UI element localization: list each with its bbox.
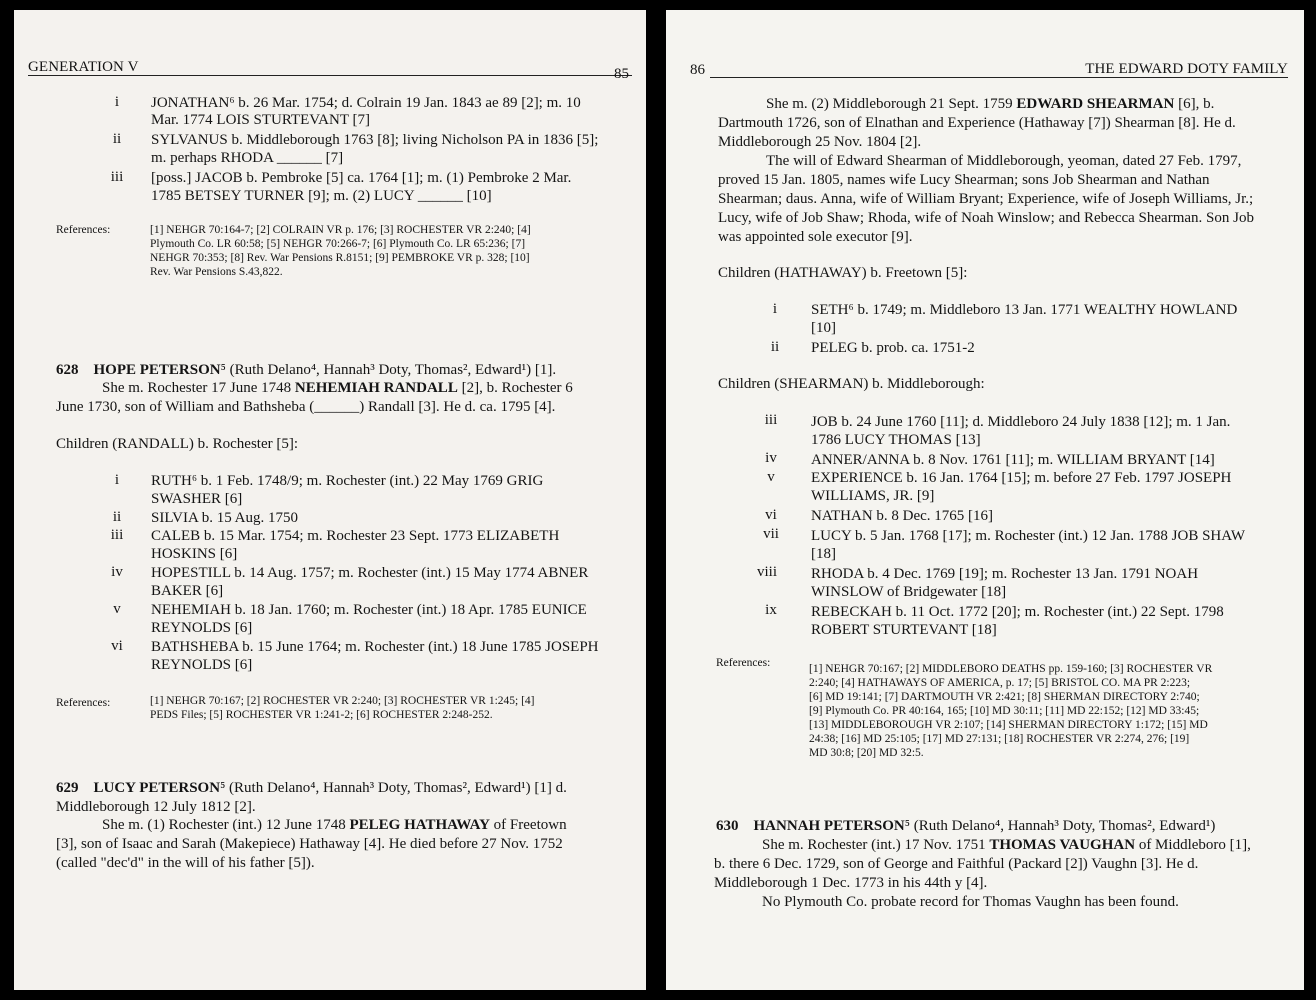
reference-line: [6] MD 19:141; [7] DARTMOUTH VR 2:421; [8] SHERMAN DIRECTORY 2:740; [809,691,1200,703]
page-number: 86 [690,62,705,78]
entry-line: Mar. 1774 LOIS STURTEVANT [7] [151,112,370,128]
child-line: EXPERIENCE b. 16 Jan. 1764 [15]; m. before 27 Feb. 1797 JOSEPH [811,470,1232,486]
person-name: HANNAH PETERSON [753,818,905,834]
lineage: ⁵ (Ruth Delano⁴, Hannah³ Doty, Thomas², Edward¹) [1] d. [220,780,567,796]
spouse-name: EDWARD SHEARMAN [1016,96,1175,112]
child-line: NATHAN b. 8 Dec. 1765 [16] [811,508,994,524]
reference-line: Plymouth Co. LR 60:58; [5] NEHGR 70:266-7; [6] Plymouth Co. LR 65:236; [7] [150,238,526,250]
children-heading: Children (SHEARMAN) b. Middleborough: [718,376,985,392]
marriage-text: of Freetown [489,817,567,833]
child-line: REYNOLDS [6] [151,657,253,673]
child-line: WILLIAMS, JR. [9] [811,488,935,504]
spouse-name: PELEG HATHAWAY [349,817,490,833]
will-line: proved 15 Jan. 1805, names wife Lucy Shearman; sons Job Shearman and Nathan [718,172,1210,188]
marriage-text: She m. (1) Rochester (int.) 12 June 1748 [102,817,350,833]
child-line: HOSKINS [6] [151,546,238,562]
entry-number: 630 [716,818,739,834]
references-label: References: [716,657,771,669]
child-line: JOB b. 24 June 1760 [11]; d. Middleboro 24 July 1838 [12]; m. 1 Jan. [811,414,1231,430]
child-line: [18] [811,546,836,562]
roman-numeral: iv [765,450,777,466]
roman-numeral: iii [764,412,778,428]
roman-numeral: iv [111,564,123,580]
roman-numeral: v [113,601,121,617]
reference-line: 2:240; [4] HATHAWAYS OF AMERICA, p. 17; [5] BRISTOL CO. MA PR 2:223; [809,677,1191,689]
roman-numeral: i [114,94,120,110]
roman-numeral: i [114,472,120,488]
will-line: The will of Edward Shearman of Middleborough, yeoman, dated 27 Feb. 1797, [766,153,1242,169]
lineage: ⁵ (Ruth Delano⁴, Hannah³ Doty, Thomas², Edward¹) [1]. [220,362,557,378]
entry-line: [poss.] JACOB b. Pembroke [5] ca. 1764 [1]; m. (1) Pembroke 2 Mar. [151,170,572,186]
person-name: LUCY PETERSON [93,780,221,796]
entry-number: 629 [56,780,79,796]
entry-line: No Plymouth Co. probate record for Thomas Vaughn has been found. [762,894,1179,910]
header-title: THE EDWARD DOTY FAMILY [1085,61,1288,77]
entry-line: 1785 BETSEY TURNER [9]; m. (2) LUCY ______ [10] [151,188,492,204]
child-line: SWASHER [6] [151,491,243,507]
child-line: BAKER [6] [151,583,224,599]
entry-line: b. there 6 Dec. 1729, son of George and Faithful (Packard [2]) Vaughn [3]. He d. [714,856,1199,872]
marriage-line [762,837,1251,854]
roman-numeral: vi [765,507,777,523]
child-line: REBECKAH b. 11 Oct. 1772 [20]; m. Rochester (int.) 22 Sept. 1798 [811,604,1224,620]
child-line: LUCY b. 5 Jan. 1768 [17]; m. Rochester (int.) 12 Jan. 1788 JOB SHAW [811,528,1246,544]
roman-numeral: vi [111,638,123,654]
page-number: 85 [614,66,629,82]
marriage-text: of Middleboro [1], [1135,837,1251,853]
entry-line: Dartmouth 1726, son of Elnathan and Experience (Hathaway [7]) Shearman [8]. He d. [718,115,1236,131]
marriage-line [102,380,573,397]
entry-628-heading [56,362,556,379]
spouse-name: THOMAS VAUGHAN [989,837,1136,853]
reference-line: PEDS Files; [5] ROCHESTER VR 1:241-2; [6] ROCHESTER 2:248-252. [150,709,493,721]
will-line: Shearman; daus. Anna, wife of William Bryant; Experience, wife of Joseph Williams, Jr.; [718,191,1254,207]
child-line: RUTH⁶ b. 1 Feb. 1748/9; m. Rochester (int.) 22 May 1769 GRIG [151,473,544,489]
entry-line: JONATHAN⁶ b. 26 Mar. 1754; d. Colrain 19 Jan. 1843 ae 89 [2]; m. 10 [151,95,581,111]
entry-number: 628 [56,362,79,378]
roman-numeral: ii [112,509,122,525]
children-heading: Children (RANDALL) b. Rochester [5]: [56,436,299,452]
entry-line: SYLVANUS b. Middleborough 1763 [8]; living Nicholson PA in 1836 [5]; [151,132,599,148]
marriage-text: She m. Rochester 17 June 1748 [102,380,295,396]
entry-629-heading [56,780,567,797]
marriage-line [102,817,567,834]
entry-line: m. perhaps RHODA ______ [7] [151,150,344,166]
entry-line: [3], son of Isaac and Sarah (Makepiece) Hathaway [4]. He died before 27 Nov. 1752 [56,836,563,852]
child-line: SILVIA b. 15 Aug. 1750 [151,510,298,526]
roman-numeral: ix [765,602,777,618]
reference-line: [1] NEHGR 70:167; [2] MIDDLEBORO DEATHS pp. 159-160; [3] ROCHESTER VR [809,663,1213,675]
references-label: References: [56,697,111,709]
child-line: NEHEMIAH b. 18 Jan. 1760; m. Rochester (int.) 18 Apr. 1785 EUNICE [151,602,587,618]
entry-line: June 1730, son of William and Bathsheba (______) Randall [3]. He d. ca. 1795 [4]. [56,399,556,415]
child-line: BATHSHEBA b. 15 June 1764; m. Rochester (int.) 18 June 1785 JOSEPH [151,639,599,655]
child-line: ANNER/ANNA b. 8 Nov. 1761 [11]; m. WILLIAM BRYANT [14] [811,452,1215,468]
reference-line: [1] NEHGR 70:167; [2] ROCHESTER VR 2:240; [3] ROCHESTER VR 1:245; [4] [150,695,535,707]
person-name: HOPE PETERSON [93,362,221,378]
header-title: GENERATION V [28,59,139,75]
entry-line: Middleborough 25 Nov. 1804 [2]. [718,134,922,150]
spouse-name: NEHEMIAH RANDALL [294,380,458,396]
children-heading: Children (HATHAWAY) b. Freetown [5]: [718,265,968,281]
roman-numeral: vii [763,526,779,542]
marriage-text: [2], b. Rochester 6 [457,380,573,396]
lineage: ⁵ (Ruth Delano⁴, Hannah³ Doty, Thomas², Edward¹) [904,818,1216,834]
reference-line: Rev. War Pensions S.43,822. [150,266,283,278]
running-header [28,59,632,76]
entry-630-heading [716,818,1215,835]
entry-line: Middleborough 1 Dec. 1773 in his 44th y [4]. [714,875,988,891]
child-line: REYNOLDS [6] [151,620,253,636]
reference-line: 24:38; [16] MD 25:105; [17] MD 27:131; [18] ROCHESTER VR 2:274, 276; [19] [809,733,1190,745]
child-line: ROBERT STURTEVANT [18] [811,622,997,638]
child-line: HOPESTILL b. 14 Aug. 1757; m. Rochester (int.) 15 May 1774 ABNER [151,565,589,581]
child-line: SETH⁶ b. 1749; m. Middleboro 13 Jan. 1771 WEALTHY HOWLAND [811,302,1238,318]
reference-line: [1] NEHGR 70:164-7; [2] COLRAIN VR p. 176; [3] ROCHESTER VR 2:240; [4] [150,224,531,236]
child-line: RHODA b. 4 Dec. 1769 [19]; m. Rochester 13 Jan. 1791 NOAH [811,566,1199,582]
will-line: was appointed sole executor [9]. [718,229,913,245]
references-label: References: [56,224,111,236]
roman-numeral: ii [112,131,122,147]
reference-line: [9] Plymouth Co. PR 40:164, 165; [10] MD 30:11; [11] MD 22:152; [12] MD 33:45; [809,705,1200,717]
roman-numeral: iii [110,527,124,543]
roman-numeral: v [767,469,775,485]
roman-numeral: ii [770,339,780,355]
reference-line: [13] MIDDLEBOROUGH VR 2:107; [14] SHERMAN DIRECTORY 1:172; [15] MD [809,719,1208,731]
left-page [14,10,646,990]
entry-line: Middleborough 12 July 1812 [2]. [56,799,256,815]
roman-numeral: i [772,301,778,317]
child-line: [10] [811,320,836,336]
right-page [666,10,1304,990]
marriage-text: [6], b. [1174,96,1215,112]
entry-line: (called "dec'd" in the will of his father [5]). [56,855,315,871]
will-line: Lucy, wife of Job Shaw; Rhoda, wife of Noah Winslow; and Rebecca Shearman. Son Job [718,210,1254,226]
child-line: PELEG b. prob. ca. 1751-2 [811,340,975,356]
child-line: WINSLOW of Bridgewater [18] [811,584,1007,600]
reference-line: MD 30:8; [20] MD 32:5. [809,747,924,759]
reference-line: NEHGR 70:353; [8] Rev. War Pensions R.8151; [9] PEMBROKE VR p. 328; [10] [150,252,530,264]
child-line: CALEB b. 15 Mar. 1754; m. Rochester 23 Sept. 1773 ELIZABETH [151,528,560,544]
child-line: 1786 LUCY THOMAS [13] [811,432,981,448]
marriage-text: She m. (2) Middleborough 21 Sept. 1759 [766,96,1017,112]
marriage-text: She m. Rochester (int.) 17 Nov. 1751 [762,837,990,853]
running-header [710,61,1288,78]
roman-numeral: viii [756,564,777,580]
marriage-line [766,96,1214,113]
roman-numeral: iii [110,169,124,185]
